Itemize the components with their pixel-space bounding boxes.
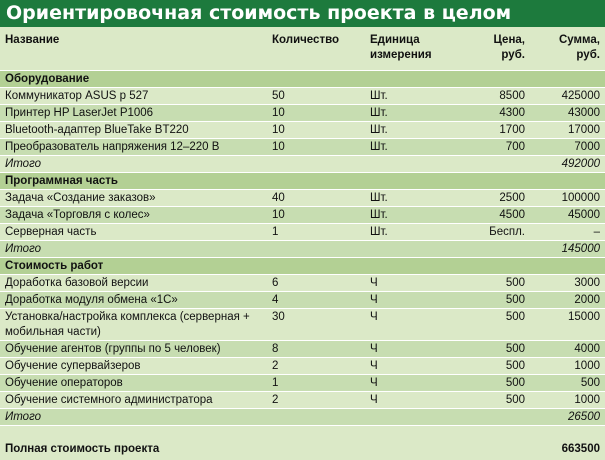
cell-sum: 3000 <box>530 274 605 291</box>
table-row <box>0 391 605 408</box>
cell-name: Серверная часть <box>0 223 267 240</box>
cell-sum: 7000 <box>530 138 605 155</box>
cell-name: Обучение системного администратора <box>0 391 267 408</box>
cell-sum: 4000 <box>530 340 605 357</box>
cell-unit: Ч <box>365 391 462 408</box>
cell-qty: 10 <box>267 138 365 155</box>
spacer-row <box>0 425 605 439</box>
cell-sum: 43000 <box>530 104 605 121</box>
cell-sum: 1000 <box>530 357 605 374</box>
grand-total-value: 663500 <box>561 443 600 455</box>
table-row <box>0 274 605 291</box>
cell-name: Коммуникатор ASUS p 527 <box>0 87 267 104</box>
cell-qty: 40 <box>267 189 365 206</box>
header-sum <box>530 27 605 70</box>
cell-sum: 17000 <box>530 121 605 138</box>
cell-unit: Шт. <box>365 104 462 121</box>
header-unit-line2: измерения <box>370 49 432 61</box>
cell-unit: Шт. <box>365 189 462 206</box>
cell-price: 500 <box>462 291 530 308</box>
subtotal-label: Итого <box>0 408 530 425</box>
cell-unit: Шт. <box>365 223 462 240</box>
grand-total-label: Полная стоимость проекта <box>5 443 160 455</box>
table-row <box>0 121 605 138</box>
page-title: Ориентировочная стоимость проекта в целом <box>0 0 605 27</box>
cell-name: Задача «Создание заказов» <box>0 189 267 206</box>
cell-price: 4300 <box>462 104 530 121</box>
cell-qty: 30 <box>267 308 365 340</box>
subtotal-value: 492000 <box>530 155 605 172</box>
cell-price: 500 <box>462 340 530 357</box>
cost-table <box>0 27 605 459</box>
header-unit <box>365 27 462 70</box>
table-row <box>0 189 605 206</box>
cell-price: 2500 <box>462 189 530 206</box>
cell-qty: 1 <box>267 374 365 391</box>
cell-name: Принтер HP LaserJet P1006 <box>0 104 267 121</box>
header-price-line2: руб. <box>501 49 525 61</box>
cell-price: Беспл. <box>462 223 530 240</box>
table-row <box>0 87 605 104</box>
cell-sum: 500 <box>530 374 605 391</box>
subtotal-label: Итого <box>0 155 530 172</box>
header-sum-line1: Сумма, <box>558 34 600 46</box>
cell-qty: 2 <box>267 357 365 374</box>
cell-sum: 45000 <box>530 206 605 223</box>
cell-qty: 4 <box>267 291 365 308</box>
table-row <box>0 340 605 357</box>
cell-sum: 15000 <box>530 308 605 340</box>
cell-name: Задача «Торговля с колес» <box>0 206 267 223</box>
cell-price: 500 <box>462 274 530 291</box>
cell-sum: 100000 <box>530 189 605 206</box>
cell-name: Обучение операторов <box>0 374 267 391</box>
section-title: Оборудование <box>0 70 605 87</box>
grand-total-row <box>0 439 605 459</box>
cell-unit: Шт. <box>365 121 462 138</box>
cell-price: 1700 <box>462 121 530 138</box>
cell-name: Доработка базовой версии <box>0 274 267 291</box>
table-row <box>0 104 605 121</box>
table-row <box>0 374 605 391</box>
subtotal-value: 145000 <box>530 240 605 257</box>
cell-unit: Ч <box>365 308 462 340</box>
section-header-software <box>0 172 605 189</box>
section-title: Стоимость работ <box>0 257 605 274</box>
cell-qty: 10 <box>267 206 365 223</box>
cell-unit: Ч <box>365 291 462 308</box>
cell-name: Доработка модуля обмена «1С» <box>0 291 267 308</box>
header-name: Название <box>5 34 60 46</box>
header-price <box>462 27 530 70</box>
cell-qty: 50 <box>267 87 365 104</box>
table-row <box>0 138 605 155</box>
cell-unit: Шт. <box>365 87 462 104</box>
section-title: Программная часть <box>0 172 605 189</box>
cell-price: 500 <box>462 391 530 408</box>
cell-unit: Ч <box>365 274 462 291</box>
cell-name: Преобразователь напряжения 12–220 В <box>0 138 267 155</box>
cell-price: 500 <box>462 308 530 340</box>
cell-name: Обучение супервайзеров <box>0 357 267 374</box>
table-row <box>0 223 605 240</box>
table-row <box>0 308 605 340</box>
subtotal-label: Итого <box>0 240 530 257</box>
cell-price: 700 <box>462 138 530 155</box>
cell-unit: Шт. <box>365 138 462 155</box>
cell-name: Установка/настройка комплекса (серверная + мобильная части) <box>0 308 267 340</box>
cell-price: 4500 <box>462 206 530 223</box>
cell-qty: 10 <box>267 121 365 138</box>
cell-price: 8500 <box>462 87 530 104</box>
cell-name: Bluetooth-адаптер BlueTake BT220 <box>0 121 267 138</box>
header-price-line1: Цена, <box>493 34 525 46</box>
subtotal-row <box>0 408 605 425</box>
cell-sum: – <box>530 223 605 240</box>
subtotal-value: 26500 <box>530 408 605 425</box>
cell-qty: 6 <box>267 274 365 291</box>
section-header-services <box>0 257 605 274</box>
cell-qty: 1 <box>267 223 365 240</box>
table-row <box>0 206 605 223</box>
header-unit-line1: Единица <box>370 34 420 46</box>
header-row <box>0 27 605 70</box>
subtotal-row <box>0 155 605 172</box>
cell-unit: Ч <box>365 374 462 391</box>
cell-unit: Шт. <box>365 206 462 223</box>
cell-unit: Ч <box>365 340 462 357</box>
header-qty: Количество <box>272 34 340 46</box>
cell-sum: 2000 <box>530 291 605 308</box>
cell-unit: Ч <box>365 357 462 374</box>
cell-name: Обучение агентов (группы по 5 человек) <box>0 340 267 357</box>
table-row <box>0 291 605 308</box>
section-header-equipment <box>0 70 605 87</box>
table-row <box>0 357 605 374</box>
cell-qty: 8 <box>267 340 365 357</box>
cell-price: 500 <box>462 357 530 374</box>
cell-sum: 1000 <box>530 391 605 408</box>
subtotal-row <box>0 240 605 257</box>
cell-qty: 10 <box>267 104 365 121</box>
cell-sum: 425000 <box>530 87 605 104</box>
cell-qty: 2 <box>267 391 365 408</box>
header-sum-line2: руб. <box>576 49 600 61</box>
cell-price: 500 <box>462 374 530 391</box>
